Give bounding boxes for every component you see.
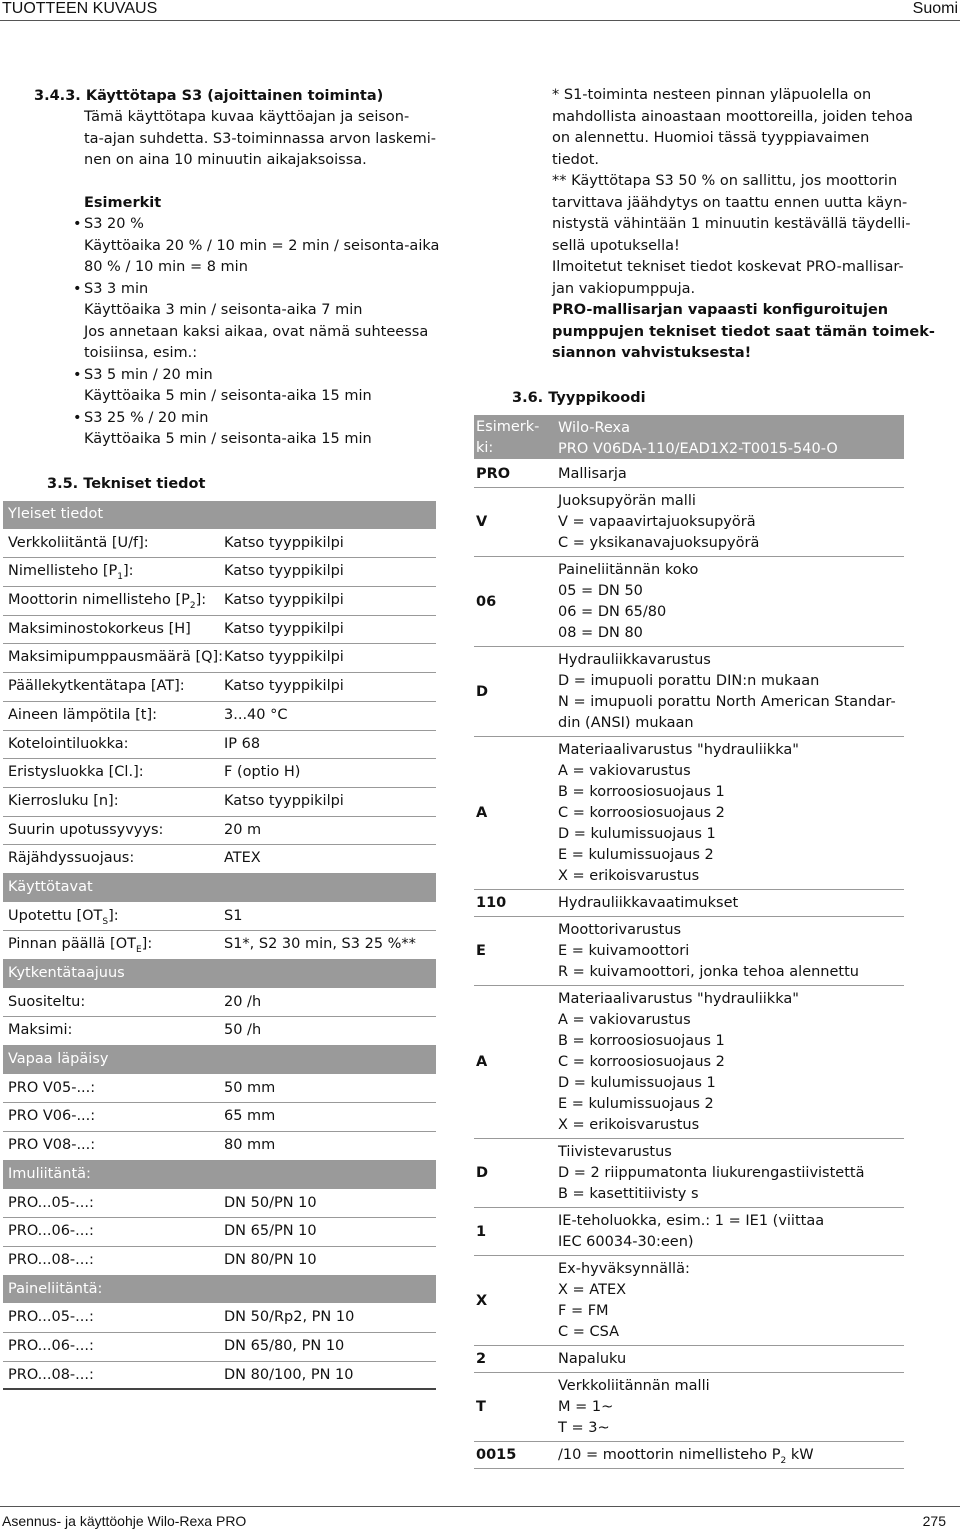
spec-label-text: PRO V06-...: — [8, 1108, 96, 1125]
type-code-description — [558, 1211, 824, 1253]
example-text: Jos annetaan kaksi aikaa, ovat nämä suhteessa — [84, 323, 429, 340]
spec-value: Katso tyyppikilpi — [224, 678, 344, 695]
spec-row — [3, 1304, 436, 1333]
type-code-description — [558, 1349, 626, 1370]
type-code-row — [474, 917, 904, 986]
type-code-desc-line: Mallisarja — [558, 466, 627, 482]
type-code-desc-line: Wilo-Rexa — [558, 420, 631, 436]
spec-label-text: Pinnan päällä [OT — [8, 936, 136, 953]
spec-label-text: Räjähdyssuojaus: — [8, 850, 135, 867]
spec-value: DN 65/PN 10 — [224, 1223, 317, 1240]
spec-value: S1 — [224, 907, 243, 924]
spec-row — [3, 1190, 436, 1219]
type-code-description — [558, 464, 627, 485]
note-line: nistystä vähintään 1 minuutin kestävällä täydelli- — [552, 216, 911, 232]
spec-label-end: ]: — [122, 563, 134, 580]
type-code-row — [474, 1256, 904, 1346]
type-code-desc-line: 06 = DN 65/80 — [558, 604, 667, 620]
spec-section-header — [3, 874, 436, 903]
type-code-desc-line: B = korroosiosuojaus 1 — [558, 1033, 725, 1049]
spec-label-text: PRO...08-...: — [8, 1251, 94, 1268]
spec-label — [8, 1195, 94, 1211]
spec-label-text: PRO...08-...: — [8, 1366, 94, 1383]
spec-label-sub: E — [135, 945, 142, 956]
type-code-description — [558, 1376, 710, 1439]
spec-label-text: Kierrosluku [n]: — [8, 792, 119, 809]
type-code-text: 110 — [476, 895, 507, 911]
type-code-row — [474, 1442, 904, 1469]
type-code-text: E — [476, 943, 486, 959]
section-343-body — [84, 107, 436, 172]
example-text: S3 3 min — [84, 280, 149, 297]
type-code-desc-line: 05 = DN 50 — [558, 583, 643, 599]
spec-section-header — [3, 1161, 436, 1190]
spec-row — [3, 903, 436, 932]
spec-label — [8, 1137, 95, 1153]
type-code-text: V — [476, 514, 488, 530]
type-code-desc-line: D = imupuoli porattu DIN:n mukaan — [558, 673, 820, 689]
spec-row — [3, 845, 436, 874]
type-code-desc-line: R = kuivamoottori, jonka tehoa alennettu — [558, 964, 859, 980]
spec-row — [3, 616, 436, 645]
type-code-desc-line: din (ANSI) mukaan — [558, 715, 694, 731]
spec-value: Katso tyyppikilpi — [224, 563, 344, 580]
type-code-desc-line: C = CSA — [558, 1324, 620, 1340]
spec-label — [8, 736, 129, 752]
spec-row — [3, 530, 436, 559]
type-code-text: X — [476, 1292, 488, 1309]
note-line: tiedot. — [552, 151, 600, 168]
spec-label — [8, 649, 223, 665]
spec-label-text: Maksiminostokorkeus [H] — [8, 620, 191, 637]
spec-label-text: Yleiset tiedot — [8, 506, 104, 522]
spec-label-text: Maksimipumppausmäärä [Q]: — [8, 649, 224, 666]
spec-label-text: Imuliitäntä: — [8, 1165, 91, 1182]
type-code-desc-line: Hydrauliikkavaatimukset — [558, 895, 739, 911]
spec-row — [3, 587, 436, 616]
type-code-text: A — [476, 805, 488, 821]
spec-label — [8, 1367, 94, 1383]
type-code-description — [558, 1445, 814, 1472]
type-code-desc-line: E = kulumissuojaus 2 — [558, 847, 714, 863]
section-343-line: ta-ajan suhdetta. S3-toiminnassa arvon laskemi- — [84, 130, 436, 147]
type-code-description — [558, 560, 698, 644]
type-code-desc-line: E = kuivamoottori — [558, 943, 690, 959]
type-code-desc-line: Tiivistevarustus — [558, 1144, 672, 1160]
spec-label — [8, 1051, 108, 1067]
type-code — [476, 512, 487, 533]
spec-value: ATEX — [224, 850, 261, 867]
spec-label — [8, 563, 134, 582]
spec-row — [3, 1132, 436, 1161]
spec-label — [8, 506, 103, 522]
spec-label — [8, 535, 149, 551]
example-line — [84, 300, 439, 322]
type-code-desc-line: X = erikoisvarustus — [558, 1117, 700, 1133]
spec-row — [3, 759, 436, 788]
type-code-text: 2 — [476, 1351, 487, 1367]
spec-label-text: Vapaa läpäisy — [8, 1051, 109, 1068]
spec-label-end: ]: — [141, 936, 153, 953]
example-text: Käyttöaika 3 min / seisonta-aika 7 min — [84, 302, 363, 318]
type-code-description — [558, 491, 759, 554]
spec-row — [3, 989, 436, 1018]
type-code-desc-line: D = kulumissuojaus 1 — [558, 826, 716, 842]
spec-section-header — [3, 1046, 436, 1075]
type-code-desc-line: Moottorivarustus — [558, 922, 682, 938]
type-code-text: D — [476, 1165, 489, 1181]
spec-label-text: Moottorin nimellisteho [P — [8, 592, 190, 609]
examples-title: Esimerkit — [84, 195, 162, 211]
technical-data-table — [3, 501, 436, 1390]
spec-value: 20 m — [224, 821, 262, 838]
type-code — [476, 803, 487, 824]
example-line — [84, 322, 439, 344]
type-code-description — [558, 740, 799, 887]
type-code-text: 1 — [476, 1223, 487, 1240]
type-code — [476, 682, 488, 703]
spec-value: 65 mm — [224, 1108, 276, 1125]
type-code-desc-line: A = vakiovarustus — [558, 763, 691, 779]
type-code-desc-line: M = 1~ — [558, 1399, 614, 1415]
type-code-desc-line: X = erikoisvarustus — [558, 868, 700, 884]
type-code-desc-line: X = ATEX — [558, 1282, 627, 1298]
type-code-row — [474, 1139, 904, 1208]
section-343-line: Tämä käyttötapa kuvaa käyttöajan ja seison- — [84, 109, 410, 125]
type-code-desc-line: B = korroosiosuojaus 1 — [558, 784, 725, 800]
spec-label-text: Upotettu [OT — [8, 907, 103, 924]
section-35-title: 3.5. Tekniset tiedot — [47, 476, 206, 492]
header-divider — [0, 20, 960, 21]
spec-row — [3, 931, 436, 960]
type-code — [476, 1397, 486, 1418]
spec-value: 50 mm — [224, 1079, 276, 1096]
spec-label-text: PRO V08-...: — [8, 1137, 96, 1154]
type-code-description — [558, 989, 799, 1136]
bullet-icon: • — [73, 280, 82, 297]
spec-value: DN 50/PN 10 — [224, 1194, 317, 1211]
spec-label-text: PRO V05-...: — [8, 1079, 96, 1096]
type-code-table — [474, 415, 904, 1469]
spec-label — [8, 1022, 72, 1038]
type-code — [476, 1445, 516, 1466]
example-line — [73, 214, 439, 236]
example-line — [73, 408, 439, 430]
type-code-text: Esimerk- — [476, 419, 540, 435]
spec-row — [3, 702, 436, 731]
type-code-desc-line: Materiaalivarustus "hydrauliikka" — [558, 991, 799, 1007]
section-36-title: 3.6. Tyyppikoodi — [512, 390, 646, 406]
type-code-description — [558, 1259, 690, 1343]
spec-label — [8, 592, 206, 611]
spec-value: Katso tyyppikilpi — [224, 592, 344, 609]
type-code-text: D — [476, 683, 489, 700]
spec-row — [3, 1017, 436, 1046]
spec-label-text: Suositeltu: — [8, 993, 86, 1010]
type-code — [476, 1349, 486, 1370]
footer-divider — [0, 1506, 960, 1507]
spec-label-text: Eristysluokka [Cl.]: — [8, 764, 144, 781]
example-text: toisiinsa, esim.: — [84, 345, 198, 361]
type-code-desc-line — [558, 1445, 814, 1472]
type-code-desc-line: C = korroosiosuojaus 2 — [558, 1054, 725, 1070]
type-code-description — [558, 893, 738, 914]
spec-label — [8, 965, 125, 981]
spec-row — [3, 817, 436, 846]
spec-label-text: Päällekytkentätapa [AT]: — [8, 678, 185, 695]
spec-value: DN 80/PN 10 — [224, 1251, 317, 1268]
spec-label — [8, 936, 152, 955]
type-code — [476, 941, 486, 962]
type-code — [476, 1291, 487, 1312]
spec-label-text: Käyttötavat — [8, 878, 93, 895]
spec-label — [8, 764, 144, 780]
type-code-text: ki: — [476, 440, 494, 456]
spec-row — [3, 644, 436, 673]
example-line — [84, 257, 439, 279]
spec-value: DN 80/100, PN 10 — [224, 1366, 354, 1383]
spec-value: 80 mm — [224, 1137, 276, 1154]
spec-row — [3, 788, 436, 817]
section-343-title: 3.4.3. Käyttötapa S3 (ajoittainen toiminta) — [34, 88, 384, 104]
spec-row — [3, 1218, 436, 1247]
note-line: tarvittava jäähdytys on taattu ennen uutta käyn- — [552, 194, 908, 211]
type-code-desc-sub: 2 — [780, 1455, 787, 1466]
example-line — [84, 429, 439, 451]
note-line: Ilmoitetut tekniset tiedot koskevat PRO-mallisar- — [552, 259, 904, 275]
type-code-description — [558, 650, 896, 734]
type-code-row — [474, 986, 904, 1139]
type-code-desc-line: V = vapaavirtajuoksupyörä — [558, 514, 756, 530]
spec-label — [8, 879, 93, 895]
spec-row — [3, 731, 436, 760]
bullet-icon: • — [73, 409, 82, 426]
spec-label — [8, 1281, 102, 1297]
spec-label-text: Maksimi: — [8, 1022, 73, 1039]
spec-row — [3, 558, 436, 587]
spec-label-text: PRO...06-...: — [8, 1337, 94, 1354]
type-code-desc-line: T = 3~ — [558, 1420, 610, 1436]
spec-value: Katso tyyppikilpi — [224, 649, 344, 666]
type-code-desc-line: D = 2 riippumatonta liukurengastiivistettä — [558, 1165, 865, 1181]
header-language: Suomi — [912, 0, 958, 17]
type-code-desc-line: IEC 60034-30:een) — [558, 1234, 694, 1250]
type-code-desc-unit: kW — [790, 1447, 814, 1463]
spec-value: Katso tyyppikilpi — [224, 792, 344, 809]
spec-row — [3, 1103, 436, 1132]
page-number: 275 — [922, 1513, 946, 1529]
spec-value: Katso tyyppikilpi — [224, 620, 344, 637]
type-code-text: A — [476, 1054, 488, 1070]
spec-label-sub: 2 — [189, 600, 196, 611]
type-code-text: T — [476, 1399, 486, 1415]
type-code — [476, 1222, 486, 1243]
section-343-line: nen on aina 10 minuutin aikajaksoissa. — [84, 152, 367, 168]
spec-value: Katso tyyppikilpi — [224, 534, 344, 551]
type-code-desc-line: Napaluku — [558, 1351, 627, 1367]
spec-label — [8, 1166, 91, 1182]
spec-label — [8, 793, 119, 809]
type-code-text: 0015 — [476, 1447, 517, 1463]
spec-label — [8, 822, 163, 838]
type-code-desc-line: PRO V06DA-110/EAD1X2-T0015-540-O — [558, 441, 838, 457]
note-line: PRO-mallisarjan vapaasti konfiguroitujen — [552, 302, 889, 318]
example-line — [73, 365, 439, 387]
type-code-desc-line: F = FM — [558, 1303, 609, 1319]
example-line — [84, 343, 439, 365]
spec-label — [8, 1309, 94, 1325]
type-code-desc-line: N = imupuoli porattu North American Standar- — [558, 694, 896, 710]
type-code-desc-line: IE-teholuokka, esim.: 1 = IE1 (viittaa — [558, 1213, 825, 1229]
example-line — [84, 236, 439, 258]
type-code-row — [474, 890, 904, 917]
header-section-title: TUOTTEEN KUVAUS — [2, 0, 158, 17]
spec-value: 3...40 °C — [224, 706, 288, 723]
spec-label — [8, 707, 157, 723]
type-code-description — [558, 1142, 864, 1205]
note-line: siannon vahvistuksesta! — [552, 345, 752, 361]
example-text: Käyttöaika 5 min / seisonta-aika 15 min — [84, 431, 372, 447]
spec-section-header — [3, 501, 436, 530]
type-code-row — [474, 737, 904, 890]
spec-row — [3, 1333, 436, 1362]
spec-label-text: Paineliitäntä: — [8, 1280, 103, 1297]
example-text: S3 20 % — [84, 216, 144, 232]
type-code-description — [558, 418, 838, 460]
note-line: mahdollista ainoastaan moottoreilla, joiden tehoa — [552, 108, 914, 125]
spec-label — [8, 678, 185, 694]
spec-label — [8, 621, 191, 637]
example-text: Käyttöaika 5 min / seisonta-aika 15 min — [84, 388, 372, 404]
type-code-row — [474, 461, 904, 488]
type-code-desc-line: C = korroosiosuojaus 2 — [558, 805, 725, 821]
type-code — [476, 893, 506, 914]
type-code-row — [474, 1208, 904, 1256]
note-line: * S1-toiminta nesteen pinnan yläpuolella on — [552, 87, 872, 103]
spec-label-text: Nimellisteho [P — [8, 563, 118, 580]
example-line — [84, 386, 439, 408]
spec-label-sub: 1 — [117, 572, 123, 583]
type-code-desc-line: Hydrauliikkavarustus — [558, 652, 711, 668]
type-code-desc-line: Ex-hyväksynnällä: — [558, 1261, 690, 1277]
bullet-icon: • — [73, 216, 82, 232]
type-code-desc-line: D = kulumissuojaus 1 — [558, 1075, 716, 1091]
type-code-desc-text: /10 = moottorin nimellisteho P — [558, 1447, 781, 1463]
type-code — [476, 1052, 487, 1073]
type-code-row — [474, 488, 904, 557]
spec-label-text: Kotelointiluokka: — [8, 735, 129, 752]
type-code-row — [474, 1346, 904, 1373]
spec-value: DN 65/80, PN 10 — [224, 1337, 345, 1354]
note-line: on alennettu. Huomioi tässä tyyppiavaimen — [552, 130, 870, 146]
examples-list — [73, 214, 440, 451]
spec-value: DN 50/Rp2, PN 10 — [224, 1309, 355, 1326]
type-code-desc-line: A = vakiovarustus — [558, 1012, 691, 1028]
spec-value: 50 /h — [224, 1022, 262, 1039]
type-code — [476, 592, 496, 613]
spec-value: F (optio H) — [224, 764, 301, 781]
spec-label — [8, 1080, 95, 1096]
type-code-desc-line: 08 = DN 80 — [558, 625, 643, 641]
type-code-text: PRO — [476, 466, 511, 482]
spec-label — [8, 994, 85, 1010]
spec-row — [3, 1362, 436, 1391]
spec-label-end: ]: — [195, 592, 207, 609]
spec-row — [3, 1075, 436, 1104]
spec-label — [8, 1338, 94, 1354]
type-code-text: 06 — [476, 593, 497, 610]
note-line: pumppujen tekniset tiedot saat tämän toimek- — [552, 323, 935, 340]
spec-label-text: Kytkentätaajuus — [8, 965, 125, 981]
spec-value: IP 68 — [224, 735, 261, 752]
spec-label — [8, 1252, 94, 1268]
spec-section-header — [3, 960, 436, 989]
spec-label-sub: S — [102, 916, 109, 927]
type-code-row — [474, 557, 904, 647]
spec-value: S1*, S2 30 min, S3 25 %** — [224, 936, 416, 953]
type-code-desc-line: C = yksikanavajuoksupyörä — [558, 535, 760, 551]
spec-label — [8, 850, 134, 866]
type-code-description — [558, 920, 859, 983]
spec-value: 20 /h — [224, 993, 262, 1010]
bullet-icon: • — [73, 366, 82, 383]
type-code-desc-line: E = kulumissuojaus 2 — [558, 1096, 714, 1112]
type-code — [476, 464, 510, 485]
page-header — [0, 0, 960, 18]
type-code — [476, 1163, 488, 1184]
spec-label — [8, 1223, 94, 1239]
example-text: S3 5 min / 20 min — [84, 366, 213, 383]
spec-label-end: ]: — [108, 907, 119, 924]
spec-label — [8, 1108, 95, 1124]
spec-label-text: Aineen lämpötila [t]: — [8, 706, 158, 723]
type-code-desc-line: Materiaalivarustus "hydrauliikka" — [558, 742, 799, 758]
spec-label-text: PRO...06-...: — [8, 1223, 94, 1240]
spec-label-text: PRO...05-...: — [8, 1194, 94, 1211]
type-code-desc-line: Paineliitännän koko — [558, 562, 699, 578]
footer-title: Asennus- ja käyttöohje Wilo-Rexa PRO — [2, 1513, 247, 1529]
type-code-desc-line: B = kasettitiivisty s — [558, 1186, 699, 1202]
type-code — [476, 417, 539, 459]
type-code-desc-line: Juoksupyörän malli — [558, 493, 696, 509]
example-line — [73, 279, 439, 301]
spec-label-text: Suurin upotussyvyys: — [8, 821, 164, 838]
type-code-header — [474, 415, 904, 461]
spec-label-text: Verkkoliitäntä [U/f]: — [8, 534, 149, 551]
example-text: S3 25 % / 20 min — [84, 409, 209, 426]
spec-label-text: PRO...05-...: — [8, 1309, 94, 1326]
type-code-row — [474, 647, 904, 737]
note-line: sellä upotuksella! — [552, 237, 680, 254]
notes-block — [552, 85, 935, 365]
example-text: 80 % / 10 min = 8 min — [84, 259, 248, 275]
type-code-desc-line: Verkkoliitännän malli — [558, 1378, 710, 1394]
note-line: jan vakiopumppuja. — [552, 280, 696, 297]
spec-section-header — [3, 1276, 436, 1305]
spec-row — [3, 1247, 436, 1276]
type-code-row — [474, 1373, 904, 1442]
example-text: Käyttöaika 20 % / 10 min = 2 min / seisonta-aika — [84, 237, 440, 254]
spec-row — [3, 673, 436, 702]
note-line: ** Käyttötapa S3 50 % on sallittu, jos moottorin — [552, 173, 898, 189]
spec-label — [8, 908, 119, 927]
